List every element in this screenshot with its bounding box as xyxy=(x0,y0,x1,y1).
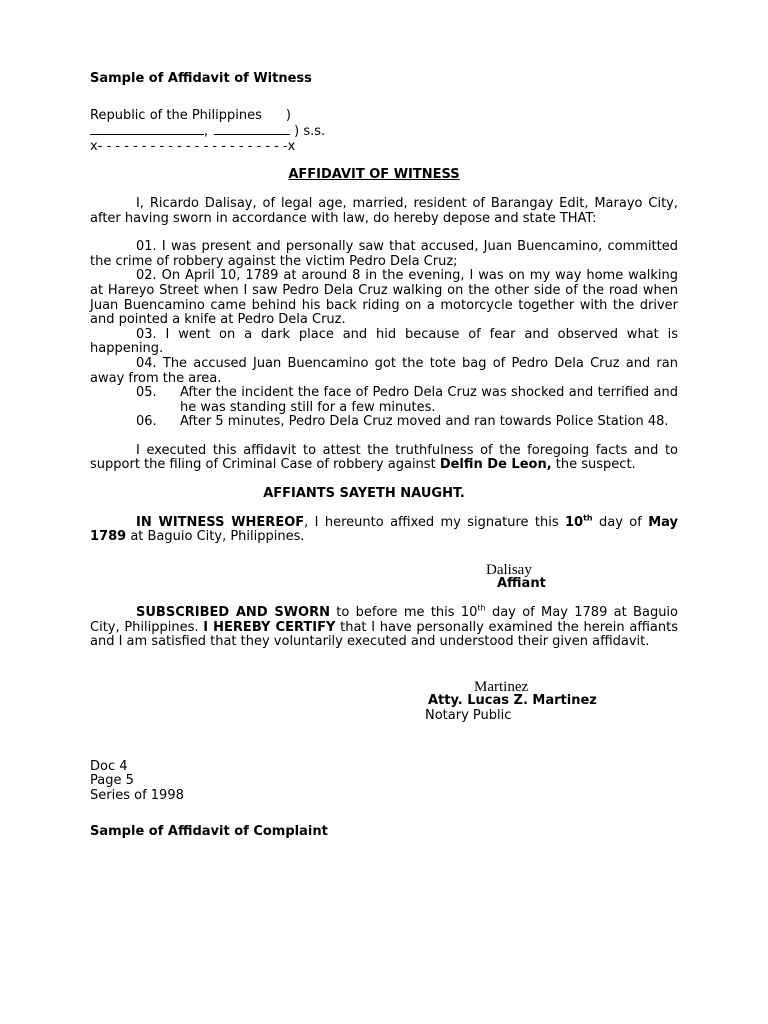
intro-name: I, Ricardo Dalisay xyxy=(136,195,253,211)
intro-paragraph xyxy=(90,197,678,226)
sworn-day-suffix: th xyxy=(477,603,486,613)
statement-05 xyxy=(90,386,678,415)
statement-06-num: 06. xyxy=(136,414,157,430)
notary-title: Notary Public xyxy=(425,708,512,723)
x-divider: x- - - - - - - - - - - - - - - - - - - - - -x xyxy=(90,138,296,154)
witness-text-2: day of xyxy=(592,514,649,530)
witness-text: , I hereunto affixed my signature this xyxy=(304,514,565,530)
sworn-paragraph xyxy=(90,603,678,650)
blank-city xyxy=(90,123,204,135)
statement-01: 01. I was present and personally saw that accused, Juan Buencamino, committed the crime of robbery against the victim Pedro Dela Cruz; xyxy=(90,239,678,269)
executed-paragraph xyxy=(90,444,678,473)
ss-text: ) s.s. xyxy=(294,124,326,140)
witness-day-suffix: th xyxy=(583,513,593,523)
executed-text: I executed this affidavit to attest the truthfulness of the foregoing facts and to support the filing of Criminal Case of robbery against xyxy=(90,442,678,473)
blank-separator: , xyxy=(204,124,209,140)
statement-04: 04. The accused Juan Buencamino got the tote bag of Pedro Dela Cruz and ran away from the area. xyxy=(90,355,678,386)
document-body xyxy=(90,72,678,840)
venue-line xyxy=(90,109,678,124)
affidavit-title: AFFIDAVIT OF WITNESS xyxy=(288,167,460,183)
statement-03: 03. I went on a dark place and hid because of fear and observed what is happening. xyxy=(90,326,678,357)
affiant-signature: Dalisay xyxy=(486,561,532,578)
sworn-text-2: day of May 1789 at Baguio City, Philippines. xyxy=(90,605,678,635)
statement-02: 02. On April 10, 1789 at around 8 in the evening, I was on my way home walking at Hareyo Street when I saw Pedro Dela Cruz walking on the other side of the road when Juan Buencamino came behind his back riding on a motorcycle together with the driver and pointed a knife at Pedro Dela Cruz. xyxy=(90,268,678,328)
bottom-heading: Sample of Affidavit of Complaint xyxy=(90,824,328,840)
witness-whereof: IN WITNESS WHEREOF xyxy=(136,514,305,530)
witness-day: 10 xyxy=(565,514,584,530)
statement-05-num: 05. xyxy=(136,385,157,401)
executed-end: the suspect. xyxy=(551,457,636,473)
page-number: Page 5 xyxy=(90,773,134,789)
witness-text-3: at Baguio City, Philippines. xyxy=(126,529,305,545)
sworn-text-3: that I have personally examined the herein affiants and I am satisfied that they voluntarily executed and understood their given affidavit. xyxy=(90,619,678,650)
intro-text: , of legal age, married, resident of Barangay Edit, Marayo City, after having sworn in accordance with law, do hereby depose and state THAT: xyxy=(90,195,678,226)
witness-paragraph xyxy=(90,513,679,545)
witness-month: May 1789 xyxy=(90,514,679,545)
statement-06 xyxy=(90,415,678,430)
doc-number: Doc 4 xyxy=(90,758,128,774)
sayeth-naught: AFFIANTS SAYETH NAUGHT. xyxy=(263,486,465,502)
affiant-label: Affiant xyxy=(497,576,546,592)
venue-paren: ) xyxy=(285,107,291,123)
venue-blank-line xyxy=(90,123,678,140)
statement-05-text: After the incident the face of Pedro Dela Cruz was shocked and terrified and he was standing still for a few minutes. xyxy=(180,385,678,415)
top-heading: Sample of Affidavit of Witness xyxy=(90,71,312,86)
republic-text: Republic of the Philippines xyxy=(90,107,262,123)
blank-province xyxy=(214,123,290,135)
subscribed-sworn: SUBSCRIBED AND SWORN xyxy=(136,605,330,621)
statement-06-text: After 5 minutes, Pedro Dela Cruz moved and ran towards Police Station 48. xyxy=(180,414,669,430)
notary-signature: Martinez xyxy=(474,678,529,695)
sworn-text: to before me this 10 xyxy=(329,605,478,621)
suspect-name: Delfin De Leon, xyxy=(439,457,552,473)
hereby-certify: I HEREBY CERTIFY xyxy=(203,619,336,635)
series-number: Series of 1998 xyxy=(90,787,184,803)
notary-name: Atty. Lucas Z. Martinez xyxy=(428,693,597,709)
